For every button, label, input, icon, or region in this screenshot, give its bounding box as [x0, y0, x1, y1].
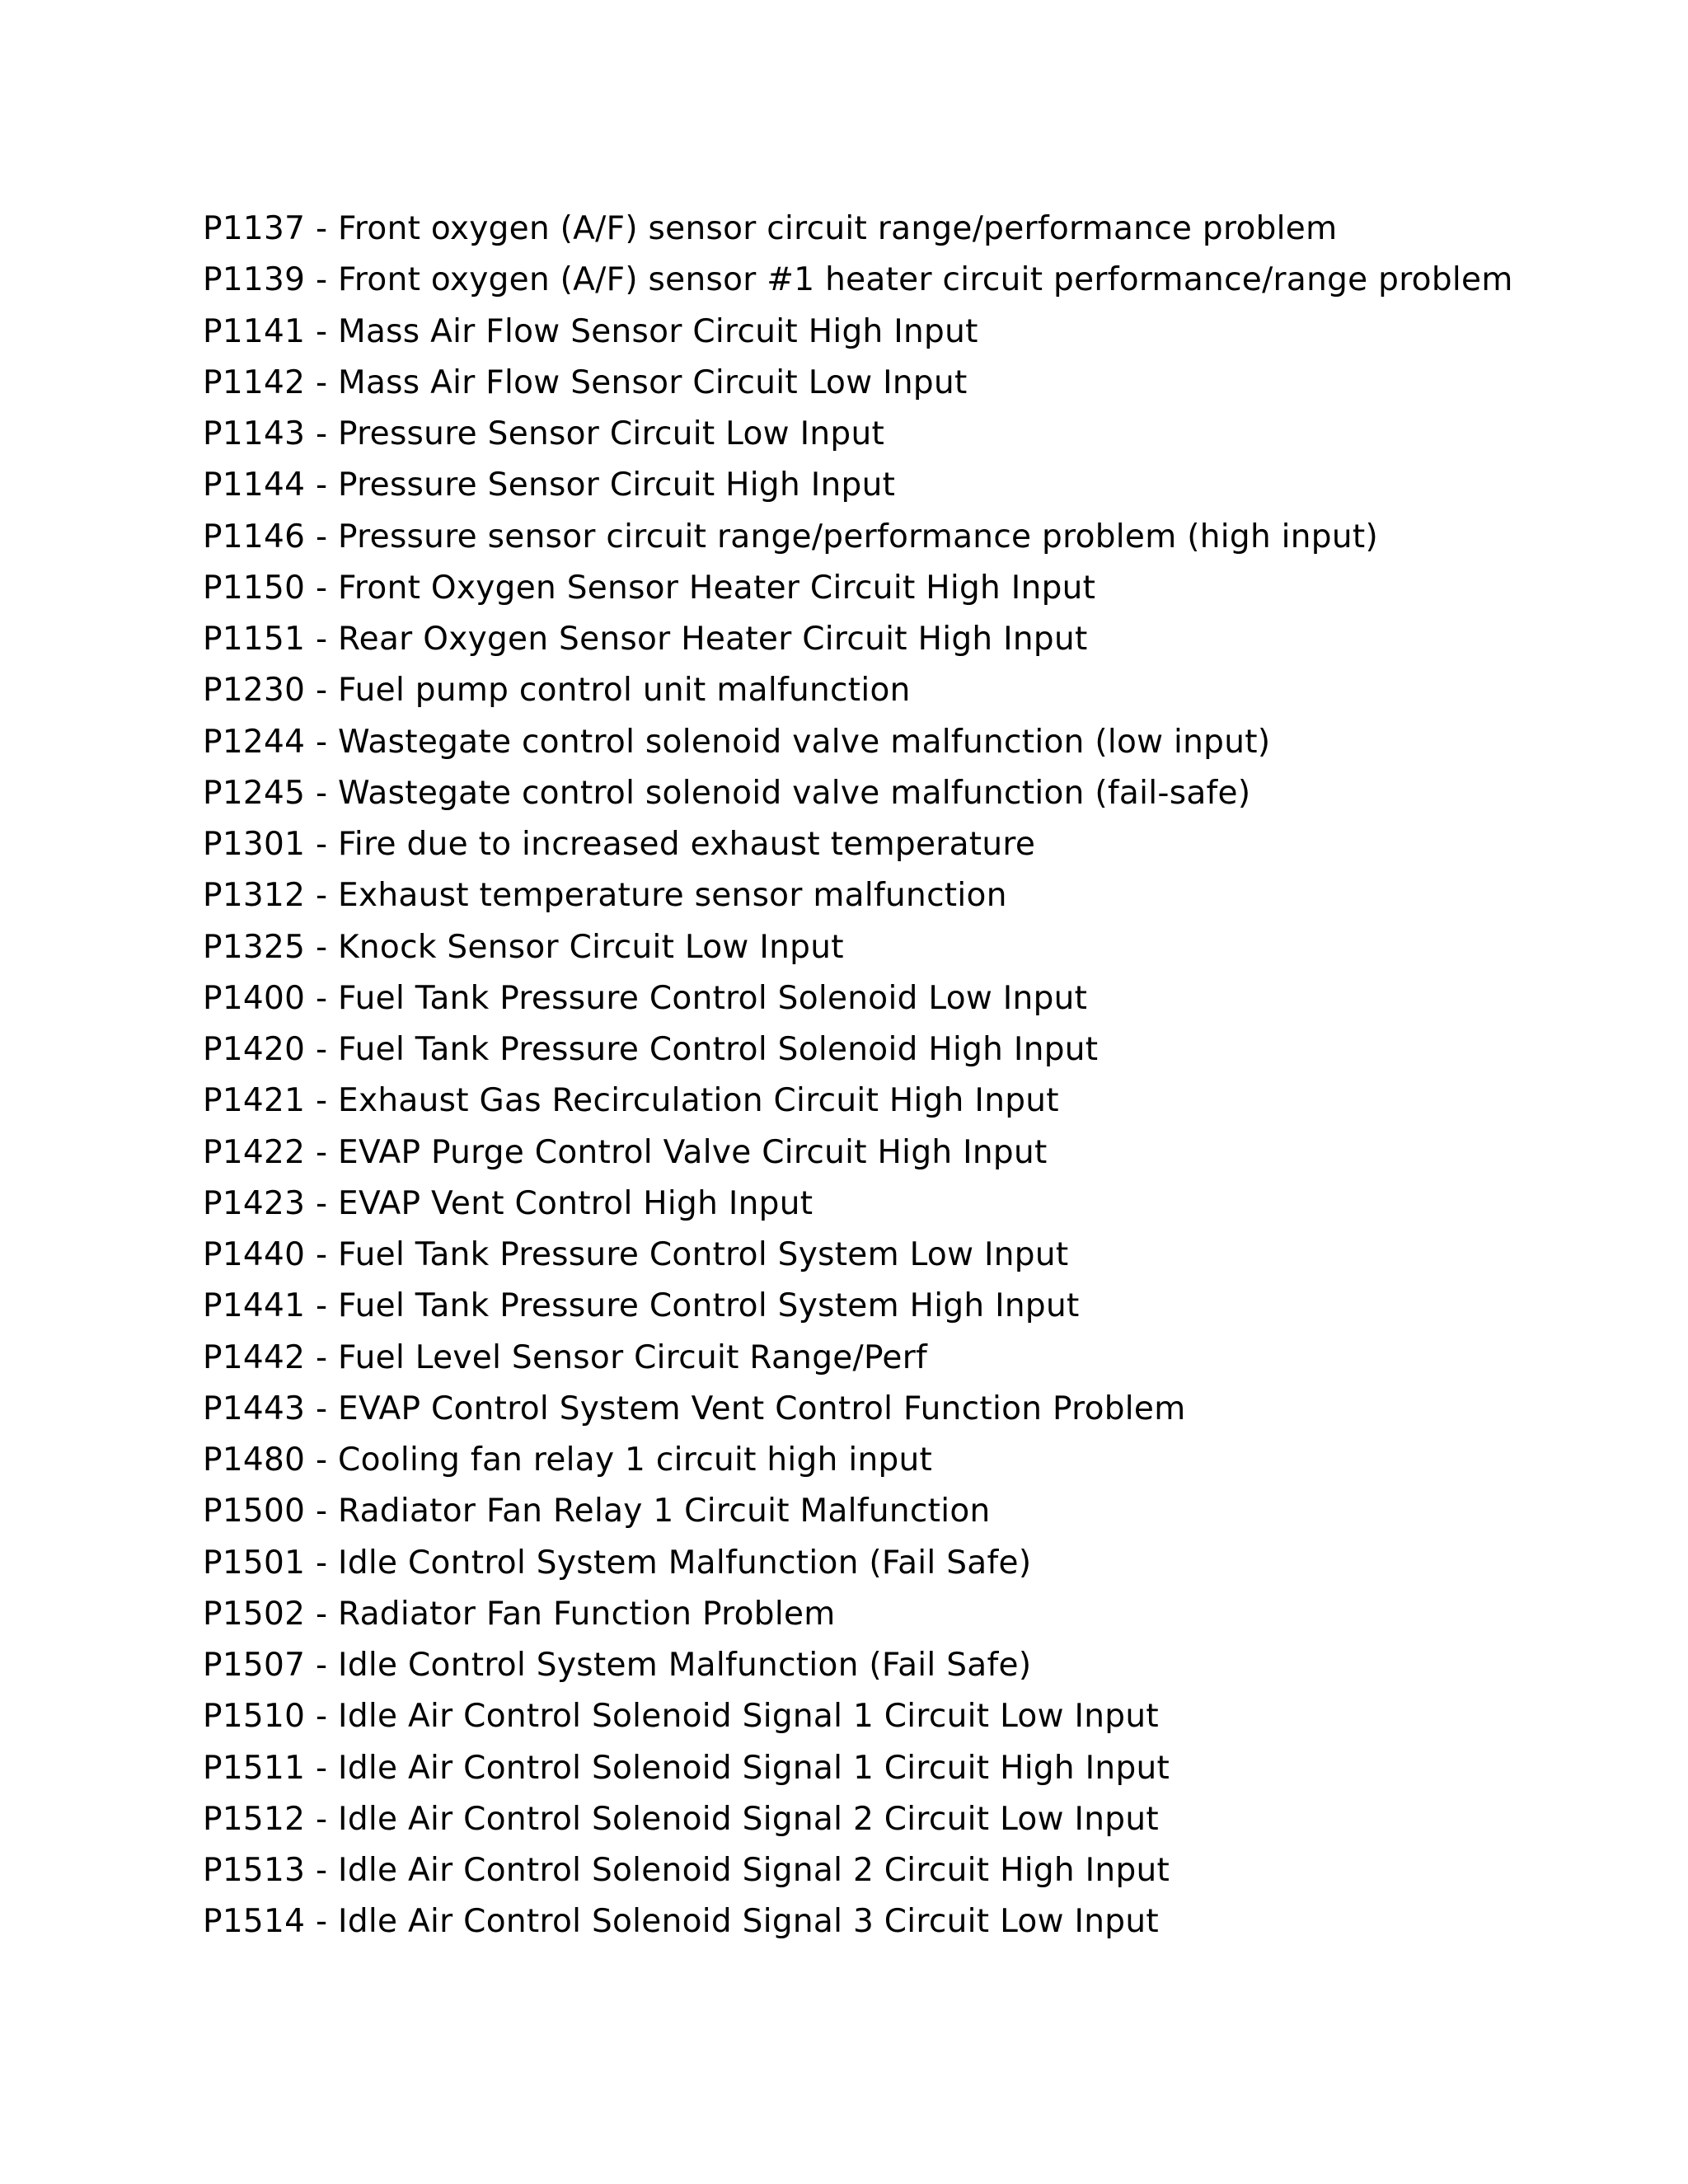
code-line: P1146 - Pressure sensor circuit range/performance problem (high input) — [203, 518, 1378, 555]
code-line: P1442 - Fuel Level Sensor Circuit Range/Perf — [203, 1338, 928, 1376]
code-line: P1421 - Exhaust Gas Recirculation Circuit High Input — [203, 1082, 1059, 1120]
code-line: P1480 - Cooling fan relay 1 circuit high input — [203, 1441, 933, 1479]
code-line: P1139 - Front oxygen (A/F) sensor #1 heater circuit performance/range problem — [203, 261, 1513, 299]
diagnostic-code-list — [203, 204, 1522, 1948]
code-line: P1441 - Fuel Tank Pressure Control System High Input — [203, 1287, 1080, 1325]
code-line: P1513 - Idle Air Control Solenoid Signal 2 Circuit High Input — [203, 1852, 1170, 1889]
code-line: P1440 - Fuel Tank Pressure Control System Low Input — [203, 1236, 1069, 1273]
code-line: P1512 - Idle Air Control Solenoid Signal 2 Circuit Low Input — [203, 1800, 1159, 1838]
code-line: P1422 - EVAP Purge Control Valve Circuit High Input — [203, 1133, 1048, 1171]
code-line: P1507 - Idle Control System Malfunction (Fail Safe) — [203, 1647, 1032, 1684]
code-line: P1245 - Wastegate control solenoid valve malfunction (fail-safe) — [203, 774, 1251, 812]
code-line: P1301 - Fire due to increased exhaust temperature — [203, 826, 1036, 863]
code-line: P1443 - EVAP Control System Vent Control Function Problem — [203, 1390, 1186, 1427]
code-line: P1137 - Front oxygen (A/F) sensor circuit range/performance problem — [203, 210, 1338, 247]
code-line: P1143 - Pressure Sensor Circuit Low Input — [203, 415, 885, 452]
code-line: P1400 - Fuel Tank Pressure Control Solenoid Low Input — [203, 979, 1088, 1017]
code-line: P1151 - Rear Oxygen Sensor Heater Circuit High Input — [203, 621, 1088, 658]
code-line: P1510 - Idle Air Control Solenoid Signal 1 Circuit Low Input — [203, 1698, 1159, 1736]
code-line: P1230 - Fuel pump control unit malfunction — [203, 672, 911, 710]
code-line: P1244 - Wastegate control solenoid valve malfunction (low input) — [203, 723, 1271, 761]
code-line: P1500 - Radiator Fan Relay 1 Circuit Malfunction — [203, 1493, 991, 1530]
code-line: P1142 - Mass Air Flow Sensor Circuit Low Input — [203, 363, 968, 401]
code-line: P1501 - Idle Control System Malfunction (Fail Safe) — [203, 1544, 1032, 1582]
code-line: P1144 - Pressure Sensor Circuit High Input — [203, 466, 896, 504]
code-line: P1150 - Front Oxygen Sensor Heater Circuit High Input — [203, 569, 1096, 607]
code-line: P1423 - EVAP Vent Control High Input — [203, 1184, 814, 1222]
code-line: P1514 - Idle Air Control Solenoid Signal 3 Circuit Low Input — [203, 1903, 1159, 1941]
code-line: P1502 - Radiator Fan Function Problem — [203, 1595, 836, 1633]
code-line: P1325 - Knock Sensor Circuit Low Input — [203, 928, 844, 966]
code-line: P1420 - Fuel Tank Pressure Control Solenoid High Input — [203, 1031, 1099, 1068]
code-line: P1141 - Mass Air Flow Sensor Circuit High Input — [203, 312, 978, 350]
code-line: P1312 - Exhaust temperature sensor malfunction — [203, 877, 1007, 915]
code-line: P1511 - Idle Air Control Solenoid Signal 1 Circuit High Input — [203, 1749, 1170, 1787]
